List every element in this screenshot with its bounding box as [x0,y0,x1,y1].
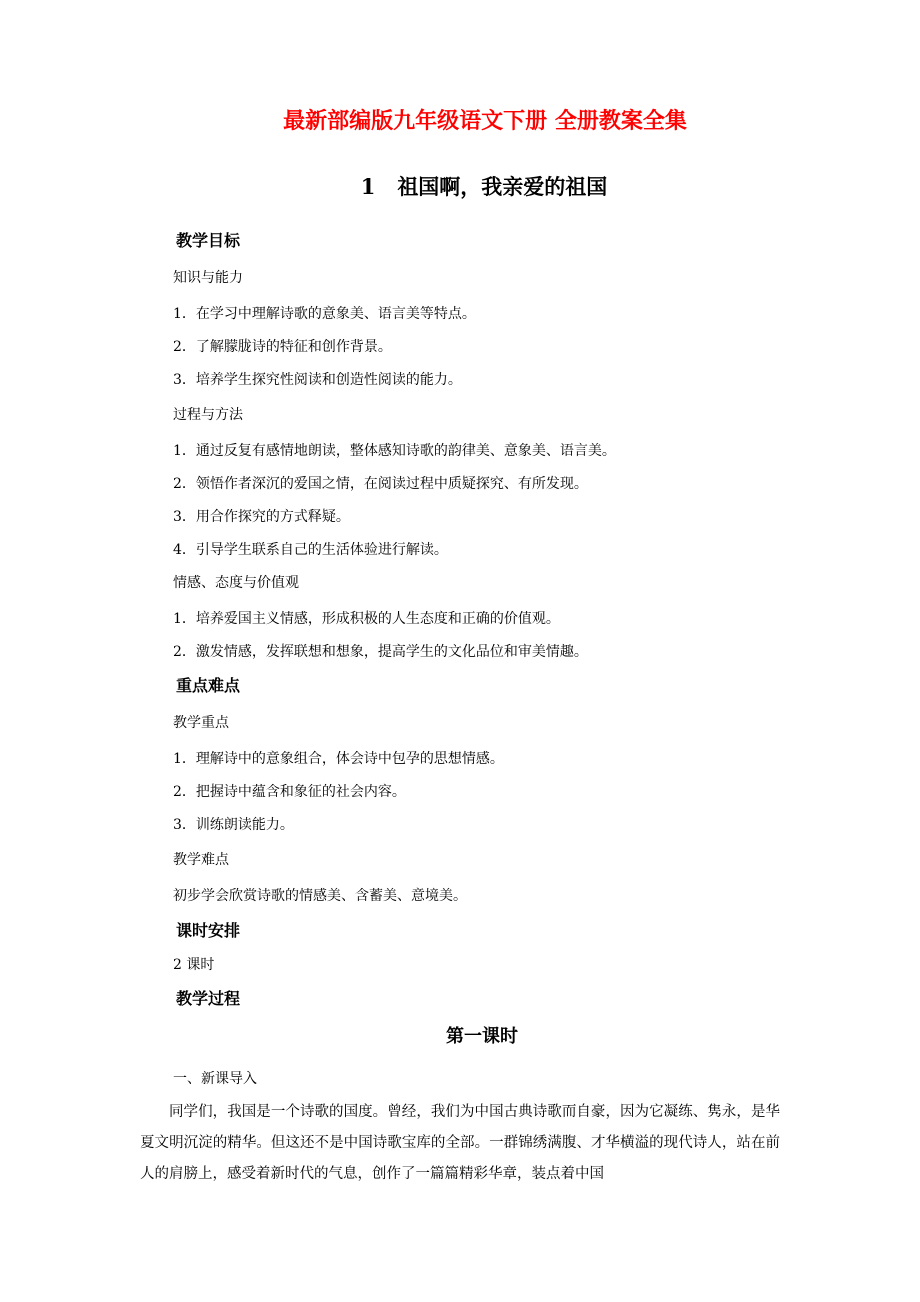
session-title: 第一课时 [446,1026,518,1047]
focus-heading: 教学重点 [173,715,229,731]
focus-item: 1．理解诗中的意象组合，体会诗中包孕的思想情感。 [173,751,504,767]
process-item: 3．用合作探究的方式释疑。 [173,509,350,525]
intro-paragraph: 同学们，我国是一个诗歌的国度。曾经，我们为中国古典诗歌而自豪，因为它凝练、隽永，是华夏文明沉淀的精华。但这还不是中国诗歌宝库的全部。一群锦绣满腹、才华横溢的现代诗人，站在前人的肩膀上，感受着新时代的气息，创作了一篇篇精彩华章，装点着中国 [140,1104,780,1182]
objectives-heading: 教学目标 [176,231,241,250]
knowledge-item: 3．培养学生探究性阅读和创造性阅读的能力。 [173,372,462,388]
intro-heading: 一、新课导入 [173,1071,257,1087]
knowledge-item: 1．在学习中理解诗歌的意象美、语言美等特点。 [173,306,476,322]
difficulty-text: 初步学会欣赏诗歌的情感美、含蓄美、意境美。 [173,888,467,904]
schedule-text: 2 课时 [173,957,215,973]
knowledge-heading: 知识与能力 [173,270,243,286]
document-title: 最新部编版九年级语文下册 全册教案全集 [283,109,687,134]
schedule-heading: 课时安排 [176,921,241,940]
process-item: 2．领悟作者深沉的爱国之情，在阅读过程中质疑探究、有所发现。 [173,476,588,492]
emotion-item: 2．激发情感，发挥联想和想象，提高学生的文化品位和审美情趣。 [173,644,588,660]
knowledge-item: 2．了解朦胧诗的特征和创作背景。 [173,339,392,355]
emotion-heading: 情感、态度与价值观 [173,575,299,591]
process-item: 1．通过反复有感情地朗读，整体感知诗歌的韵律美、意象美、语言美。 [173,443,616,459]
difficulty-heading: 教学难点 [173,852,229,868]
focus-item: 2．把握诗中蕴含和象征的社会内容。 [173,784,406,800]
lesson-name: 祖国啊，我亲爱的祖国 [397,175,608,199]
emotion-item: 1．培养爱国主义情感，形成积极的人生态度和正确的价值观。 [173,611,560,627]
focus-item: 3．训练朗读能力。 [173,817,294,833]
process-item: 4．引导学生联系自己的生活体验进行解读。 [173,542,448,558]
process-heading: 过程与方法 [173,407,243,423]
lesson-title [0,171,920,201]
procedure-heading: 教学过程 [176,989,241,1008]
lesson-number: 1 [360,174,376,199]
key-points-heading: 重点难点 [176,676,241,695]
